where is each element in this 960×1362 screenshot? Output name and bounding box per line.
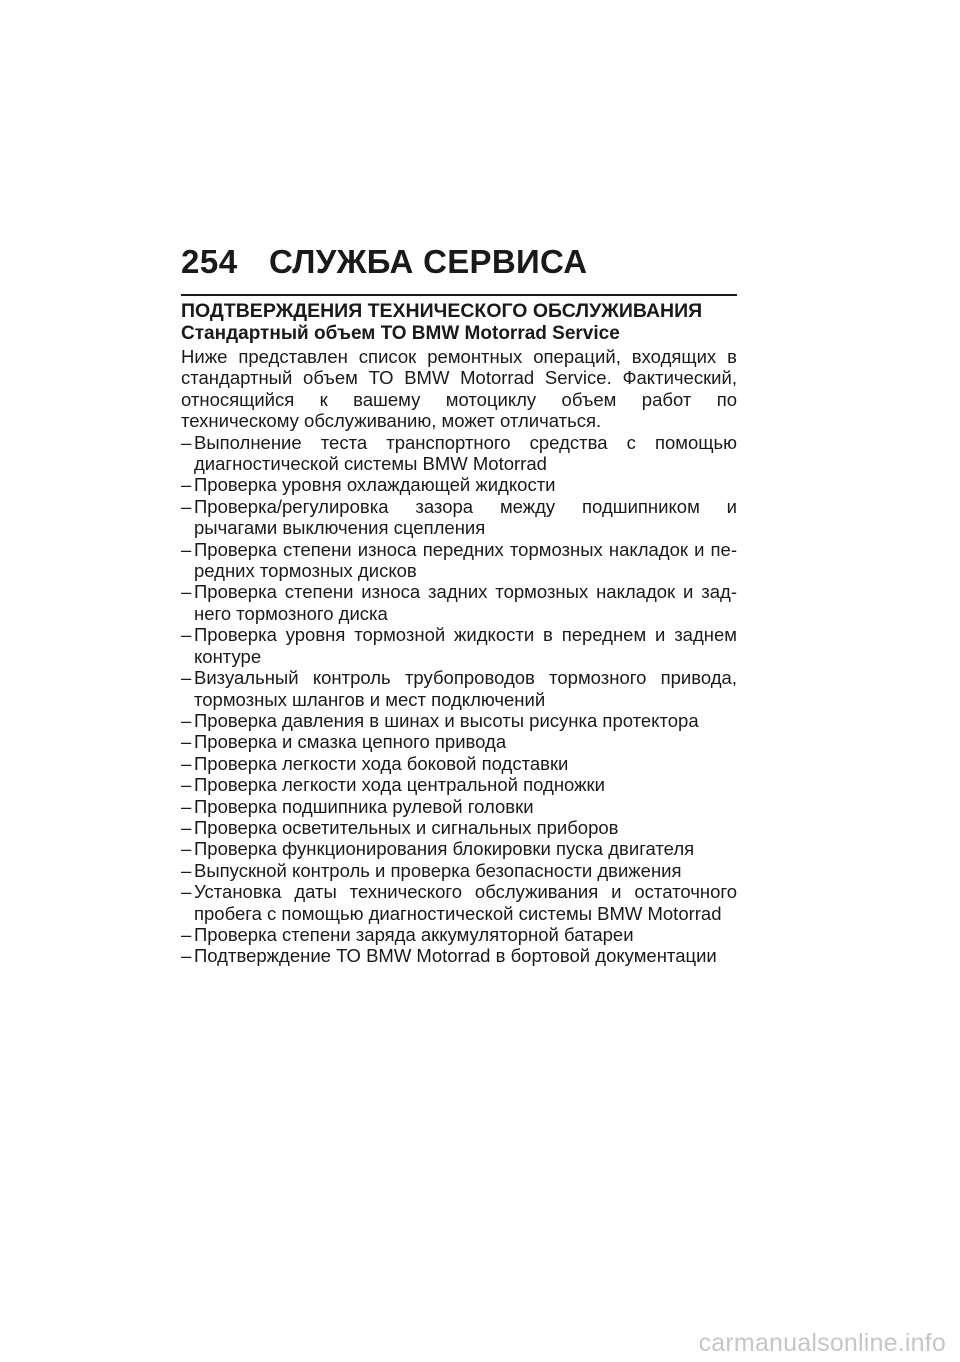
checklist-item: – Установка даты технического обслуживания и остаточного пробега с помощью диагностической системы BMW Motorrad — [181, 881, 737, 924]
section-content — [181, 322, 737, 967]
checklist-item: – Проверка и смазка цепного привода — [181, 731, 737, 752]
checklist-item: – Выпускной контроль и проверка безопасности движения — [181, 860, 737, 881]
page-header — [181, 242, 737, 282]
section-title: ПОДТВЕРЖДЕНИЯ ТЕХНИЧЕСКОГО ОБСЛУЖИВАНИЯ — [181, 300, 703, 322]
checklist-item: – Подтверждение ТО BMW Motorrad в бортовой документации — [181, 945, 737, 966]
checklist-item: – Проверка степени заряда аккумуляторной батареи — [181, 924, 737, 945]
checklist-item: – Проверка уровня охлаждающей жидкости — [181, 474, 737, 495]
checklist-item: – Выполнение теста транспортного средства с помощью диагностической системы BMW Motorrad — [181, 432, 737, 475]
chapter-title: СЛУЖБА СЕРВИСА — [269, 243, 588, 280]
checklist-item: – Проверка легкости хода центральной подножки — [181, 774, 737, 795]
checklist-item: – Проверка степени износа задних тормозных накладок и заднего тормозного диска — [181, 581, 737, 624]
maintenance-checklist — [181, 432, 737, 967]
checklist-item: – Проверка степени износа передних тормозных накладок и передних тормозных дисков — [181, 539, 737, 582]
header-divider — [181, 294, 737, 296]
intro-paragraph: Ниже представлен список ремонтных операций, входящих в стандартный объем ТО BMW Motorrad Service. Фактический, относящийся к вашему мотоциклу объем работ по техническому обслуживанию, может отличаться. — [181, 346, 737, 432]
page-number: 254 — [181, 243, 238, 280]
watermark: carmanualsonline.info — [698, 1329, 946, 1357]
checklist-item: – Проверка/регулировка зазора между подшипником и рычагами выключения сцепления — [181, 496, 737, 539]
subsection-title: Стандартный объем ТО BMW Motorrad Service — [181, 323, 620, 344]
checklist-item: – Проверка легкости хода боковой подставки — [181, 753, 737, 774]
checklist-item: – Проверка уровня тормозной жидкости в переднем и заднем контуре — [181, 624, 737, 667]
checklist-item: – Проверка осветительных и сигнальных приборов — [181, 817, 737, 838]
checklist-item: – Проверка давления в шинах и высоты рисунка протектора — [181, 710, 737, 731]
checklist-item: – Проверка функционирования блокировки пуска двигателя — [181, 838, 737, 859]
checklist-item: – Визуальный контроль трубопроводов тормозного привода, тормозных шлангов и мест подключений — [181, 667, 737, 710]
checklist-item: – Проверка подшипника рулевой головки — [181, 796, 737, 817]
